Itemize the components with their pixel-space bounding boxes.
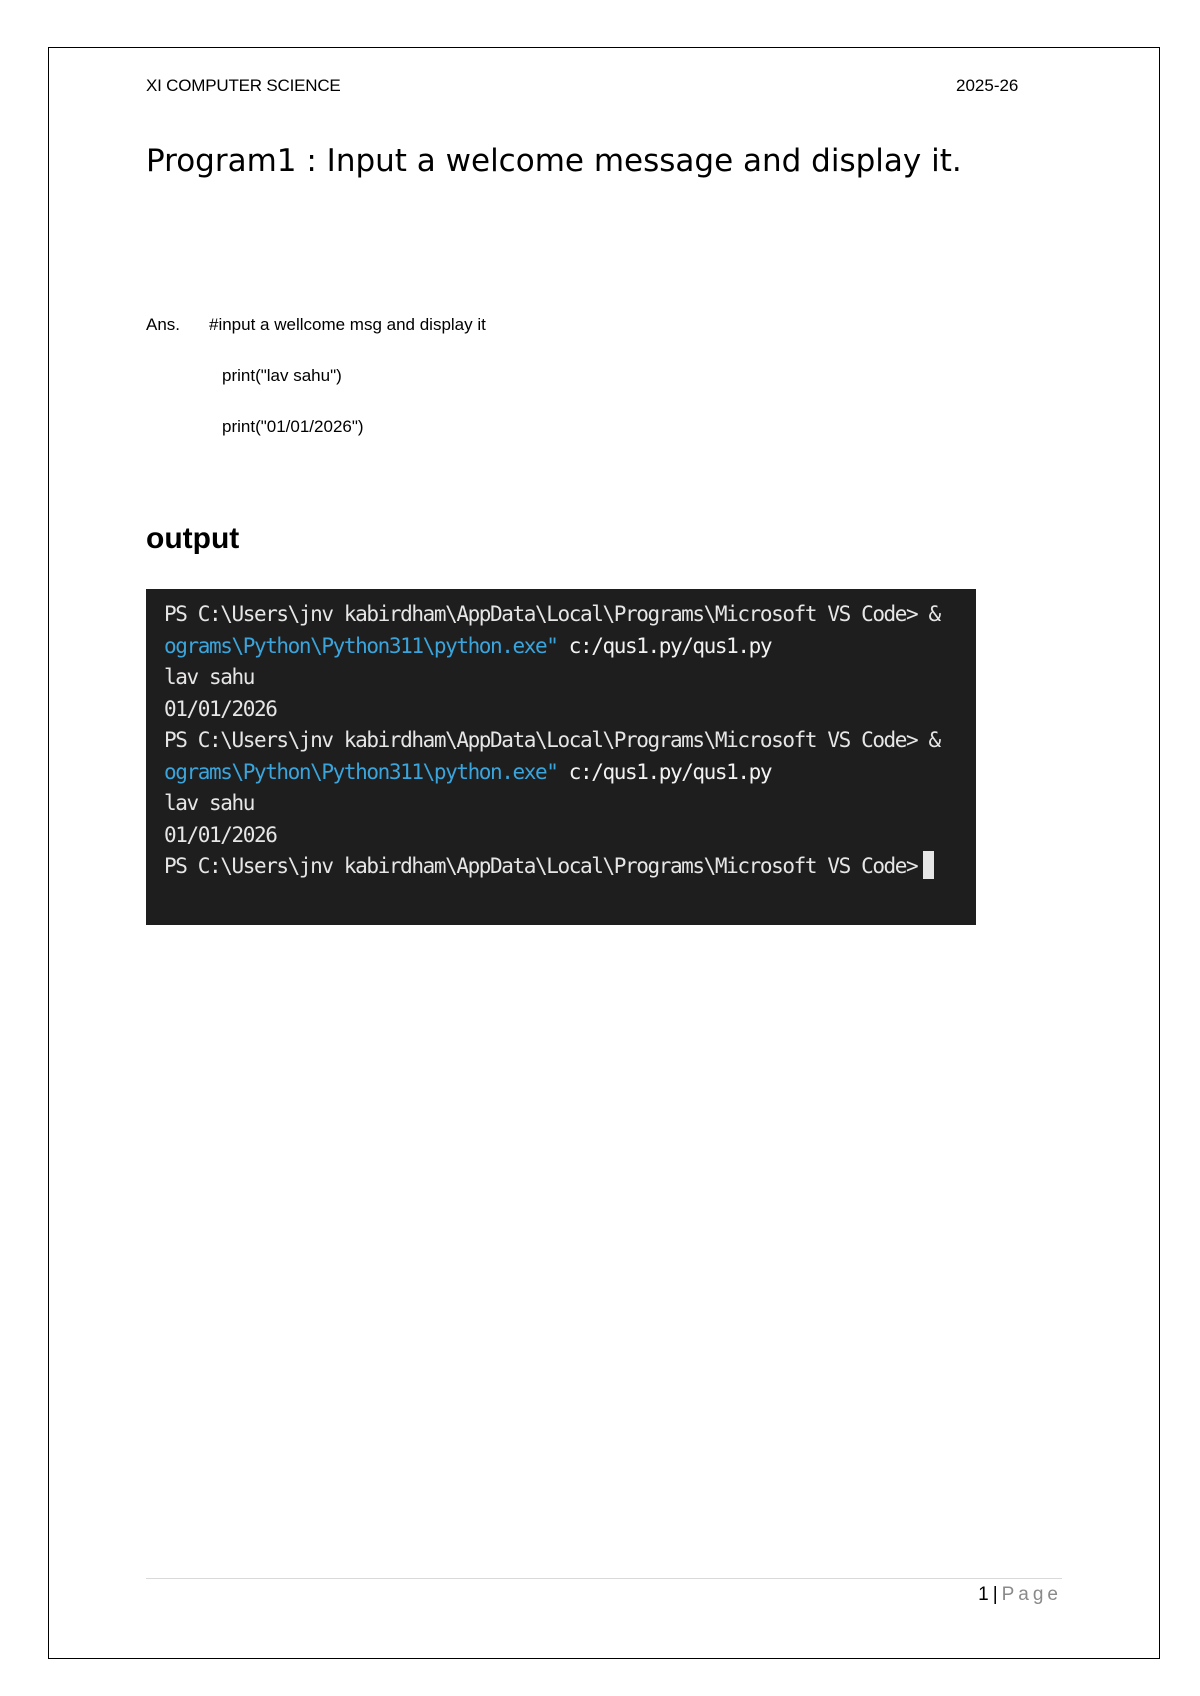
footer-divider xyxy=(146,1578,1062,1579)
terminal-command-line xyxy=(164,757,976,789)
terminal-final-prompt: PS C:\Users\jnv kabirdham\AppData\Local\Programs\Microsoft VS Code> xyxy=(164,854,918,878)
page-footer xyxy=(978,1584,1062,1606)
page-number: 1 xyxy=(978,1584,989,1605)
terminal-python-path: ograms\Python\Python311\python.exe" xyxy=(164,759,558,784)
terminal-command-line xyxy=(164,631,976,663)
terminal-python-path: ograms\Python\Python311\python.exe" xyxy=(164,633,558,658)
terminal-output-name: lav sahu xyxy=(164,791,254,815)
footer-separator: | xyxy=(992,1584,998,1605)
terminal-prompt-line: PS C:\Users\jnv kabirdham\AppData\Local\Programs\Microsoft VS Code> & xyxy=(164,602,940,626)
terminal-final-prompt-line xyxy=(164,851,976,883)
code-print-name-line: print("lav sahu") xyxy=(222,366,342,385)
header-session: 2025-26 xyxy=(956,76,1019,95)
answer-label: Ans. xyxy=(146,315,181,334)
program-title: Program1 : Input a welcome message and display it. xyxy=(146,143,962,179)
terminal-output-date: 01/01/2026 xyxy=(164,696,277,721)
terminal-output-date: 01/01/2026 xyxy=(164,822,277,847)
page-word: Page xyxy=(1001,1584,1062,1605)
header-subject: XI COMPUTER SCIENCE xyxy=(146,76,341,95)
terminal-cursor xyxy=(923,851,934,879)
terminal-script-arg: c:/qus1.py/qus1.py xyxy=(557,633,772,658)
terminal-screenshot xyxy=(146,589,976,925)
code-comment-line: #input a wellcome msg and display it xyxy=(209,315,486,334)
terminal-prompt-line: PS C:\Users\jnv kabirdham\AppData\Local\Programs\Microsoft VS Code> & xyxy=(164,728,940,752)
code-print-date-line: print("01/01/2026") xyxy=(222,417,364,436)
output-heading: output xyxy=(146,522,240,555)
terminal-script-arg: c:/qus1.py/qus1.py xyxy=(557,759,772,784)
terminal-output-name: lav sahu xyxy=(164,665,254,689)
